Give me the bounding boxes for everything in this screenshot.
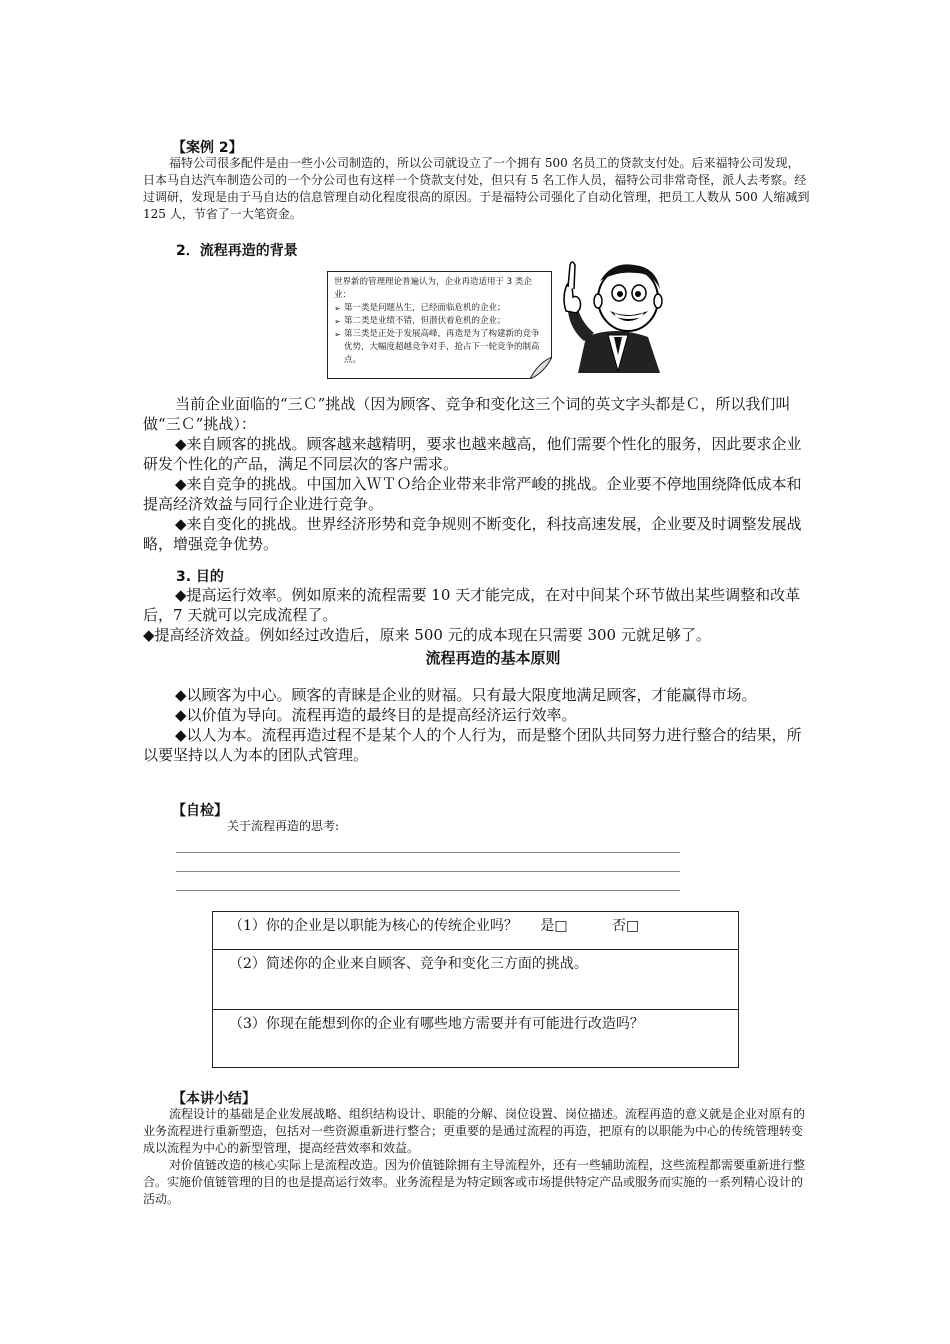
- question-1-cell: [213, 912, 739, 950]
- question-2: （2）简述你的企业来自顾客、竞争和变化三方面的挑战。: [229, 956, 588, 972]
- purpose-item: ◆提高运行效率。例如原来的流程需要 10 天才能完成，在对中间某个环节做出某些调整和改革后，7 天就可以完成流程了。: [143, 586, 801, 624]
- summary-heading: 【本讲小结】: [172, 1091, 256, 1107]
- challenge-competition: ◆来自竞争的挑战。中国加入ＷＴＯ给企业带来非常严峻的挑战。企业要不停地围绕降低成本和提高经济效益与同行企业进行竞争。: [143, 475, 802, 513]
- summary-paragraph: 流程设计的基础是企业发展战略、组织结构设计、职能的分解、岗位设置、岗位描述。流程再造的意义就是企业对原有的业务流程进行重新塑造，包括对一些资源重新进行整合；更重要的是通过流程的再造，把原有的以职能为中心的传统管理转变成以流程为中心的新型管理，提高经营效率和效益。: [143, 1107, 806, 1155]
- answer-line: [176, 871, 680, 872]
- answer-line: [176, 852, 680, 853]
- background-heading: 2．流程再造的背景: [176, 243, 298, 259]
- note-intro: 世界新的管理理论普遍认为，企业再造适用于 3 类企业：: [334, 277, 532, 300]
- note-item: ➢ 第三类是正处于发展高峰，再造是为了构建新的竞争优势，大幅度超越竞争对手，抢占下一轮竞争的制高点。: [334, 328, 545, 367]
- selfcheck-prompt: 关于流程再造的思考:: [227, 819, 340, 833]
- challenge-customer: ◆来自顾客的挑战。顾客越来越精明，要求也越来越高，他们需要个性化的服务，因此要求企业研发个性化的产品，满足不同层次的客户需求。: [143, 435, 802, 473]
- no-checkbox[interactable]: 否□: [612, 918, 640, 934]
- principle-item: ◆以人为本。流程再造过程不是某个人的个人行为，而是整个团队共同努力进行整合的结果，所以要坚持以人为本的团队式管理。: [143, 726, 802, 764]
- purpose-item: ◆提高经济效益。例如经过改造后，原来 500 元的成本现在只需要 300 元就足够了。: [143, 626, 711, 644]
- yes-checkbox[interactable]: 是□: [540, 918, 568, 934]
- question-3-cell[interactable]: [213, 1010, 739, 1068]
- principle-item: ◆以顾客为中心。顾客的青睐是企业的财福。只有最大限度地满足顾客，才能赢得市场。: [175, 686, 757, 704]
- selfcheck-table: [212, 911, 739, 1068]
- summary-paragraph: 对价值链改造的核心实际上是流程改造。因为价值链除拥有主导流程外，还有一些辅助流程，这些流程都需要重新进行整合。实施价值链管理的目的也是提高运行效率。业务流程是为特定顾客或市场提供特定产品或服务而实施的一系列精心设计的活动。: [143, 1158, 806, 1206]
- principle-item: ◆以价值为导向。流程再造的最终目的是提高经济运行效率。: [175, 706, 577, 724]
- case2-heading: 【案例 2】: [172, 140, 243, 156]
- question-1: （1）你的企业是以职能为核心的传统企业吗？: [229, 918, 518, 934]
- cartoon-man-icon: [556, 259, 674, 373]
- challenge-change: ◆来自变化的挑战。世界经济形势和竞争规则不断变化，科技高速发展，企业要及时调整发展战略，增强竞争优势。: [143, 515, 802, 553]
- principles-title: 流程再造的基本原则: [425, 649, 561, 667]
- note-box: [327, 271, 552, 379]
- question-2-cell[interactable]: [213, 950, 739, 1010]
- purpose-heading: 3. 目的: [176, 569, 224, 585]
- case2-paragraph: 福特公司很多配件是由一些小公司制造的，所以公司就设立了一个拥有 500 名员工的贷款支付处。后来福特公司发现，日本马自达汽车制造公司的一个分公司也有这样一个贷款支付处，但只有 5 名工作人员，福特公司非常奇怪，派人去考察。经过调研，发现是由于马自达的信息管理自动化程度很高的原因。于是福特公司强化了自动化管理，把员工人数从 500 人缩减到 125 人，节省了一大笔资金。: [143, 156, 810, 221]
- answer-line: [176, 890, 680, 891]
- selfcheck-heading: 【自检】: [172, 803, 228, 819]
- background-paragraph: 当前企业面临的“三Ｃ”挑战（因为顾客、竞争和变化这三个词的英文字头都是Ｃ，所以我们叫做“三Ｃ”挑战）：: [143, 395, 791, 433]
- note-item: ➢ 第一类是问题丛生，已经面临危机的企业；: [334, 302, 545, 315]
- note-item: ➢ 第二类是业绩不错，但潜伏着危机的企业；: [334, 315, 545, 328]
- question-3: （3）你现在能想到你的企业有哪些地方需要并有可能进行改造吗？: [229, 1016, 644, 1032]
- page-curl-icon: [530, 357, 552, 379]
